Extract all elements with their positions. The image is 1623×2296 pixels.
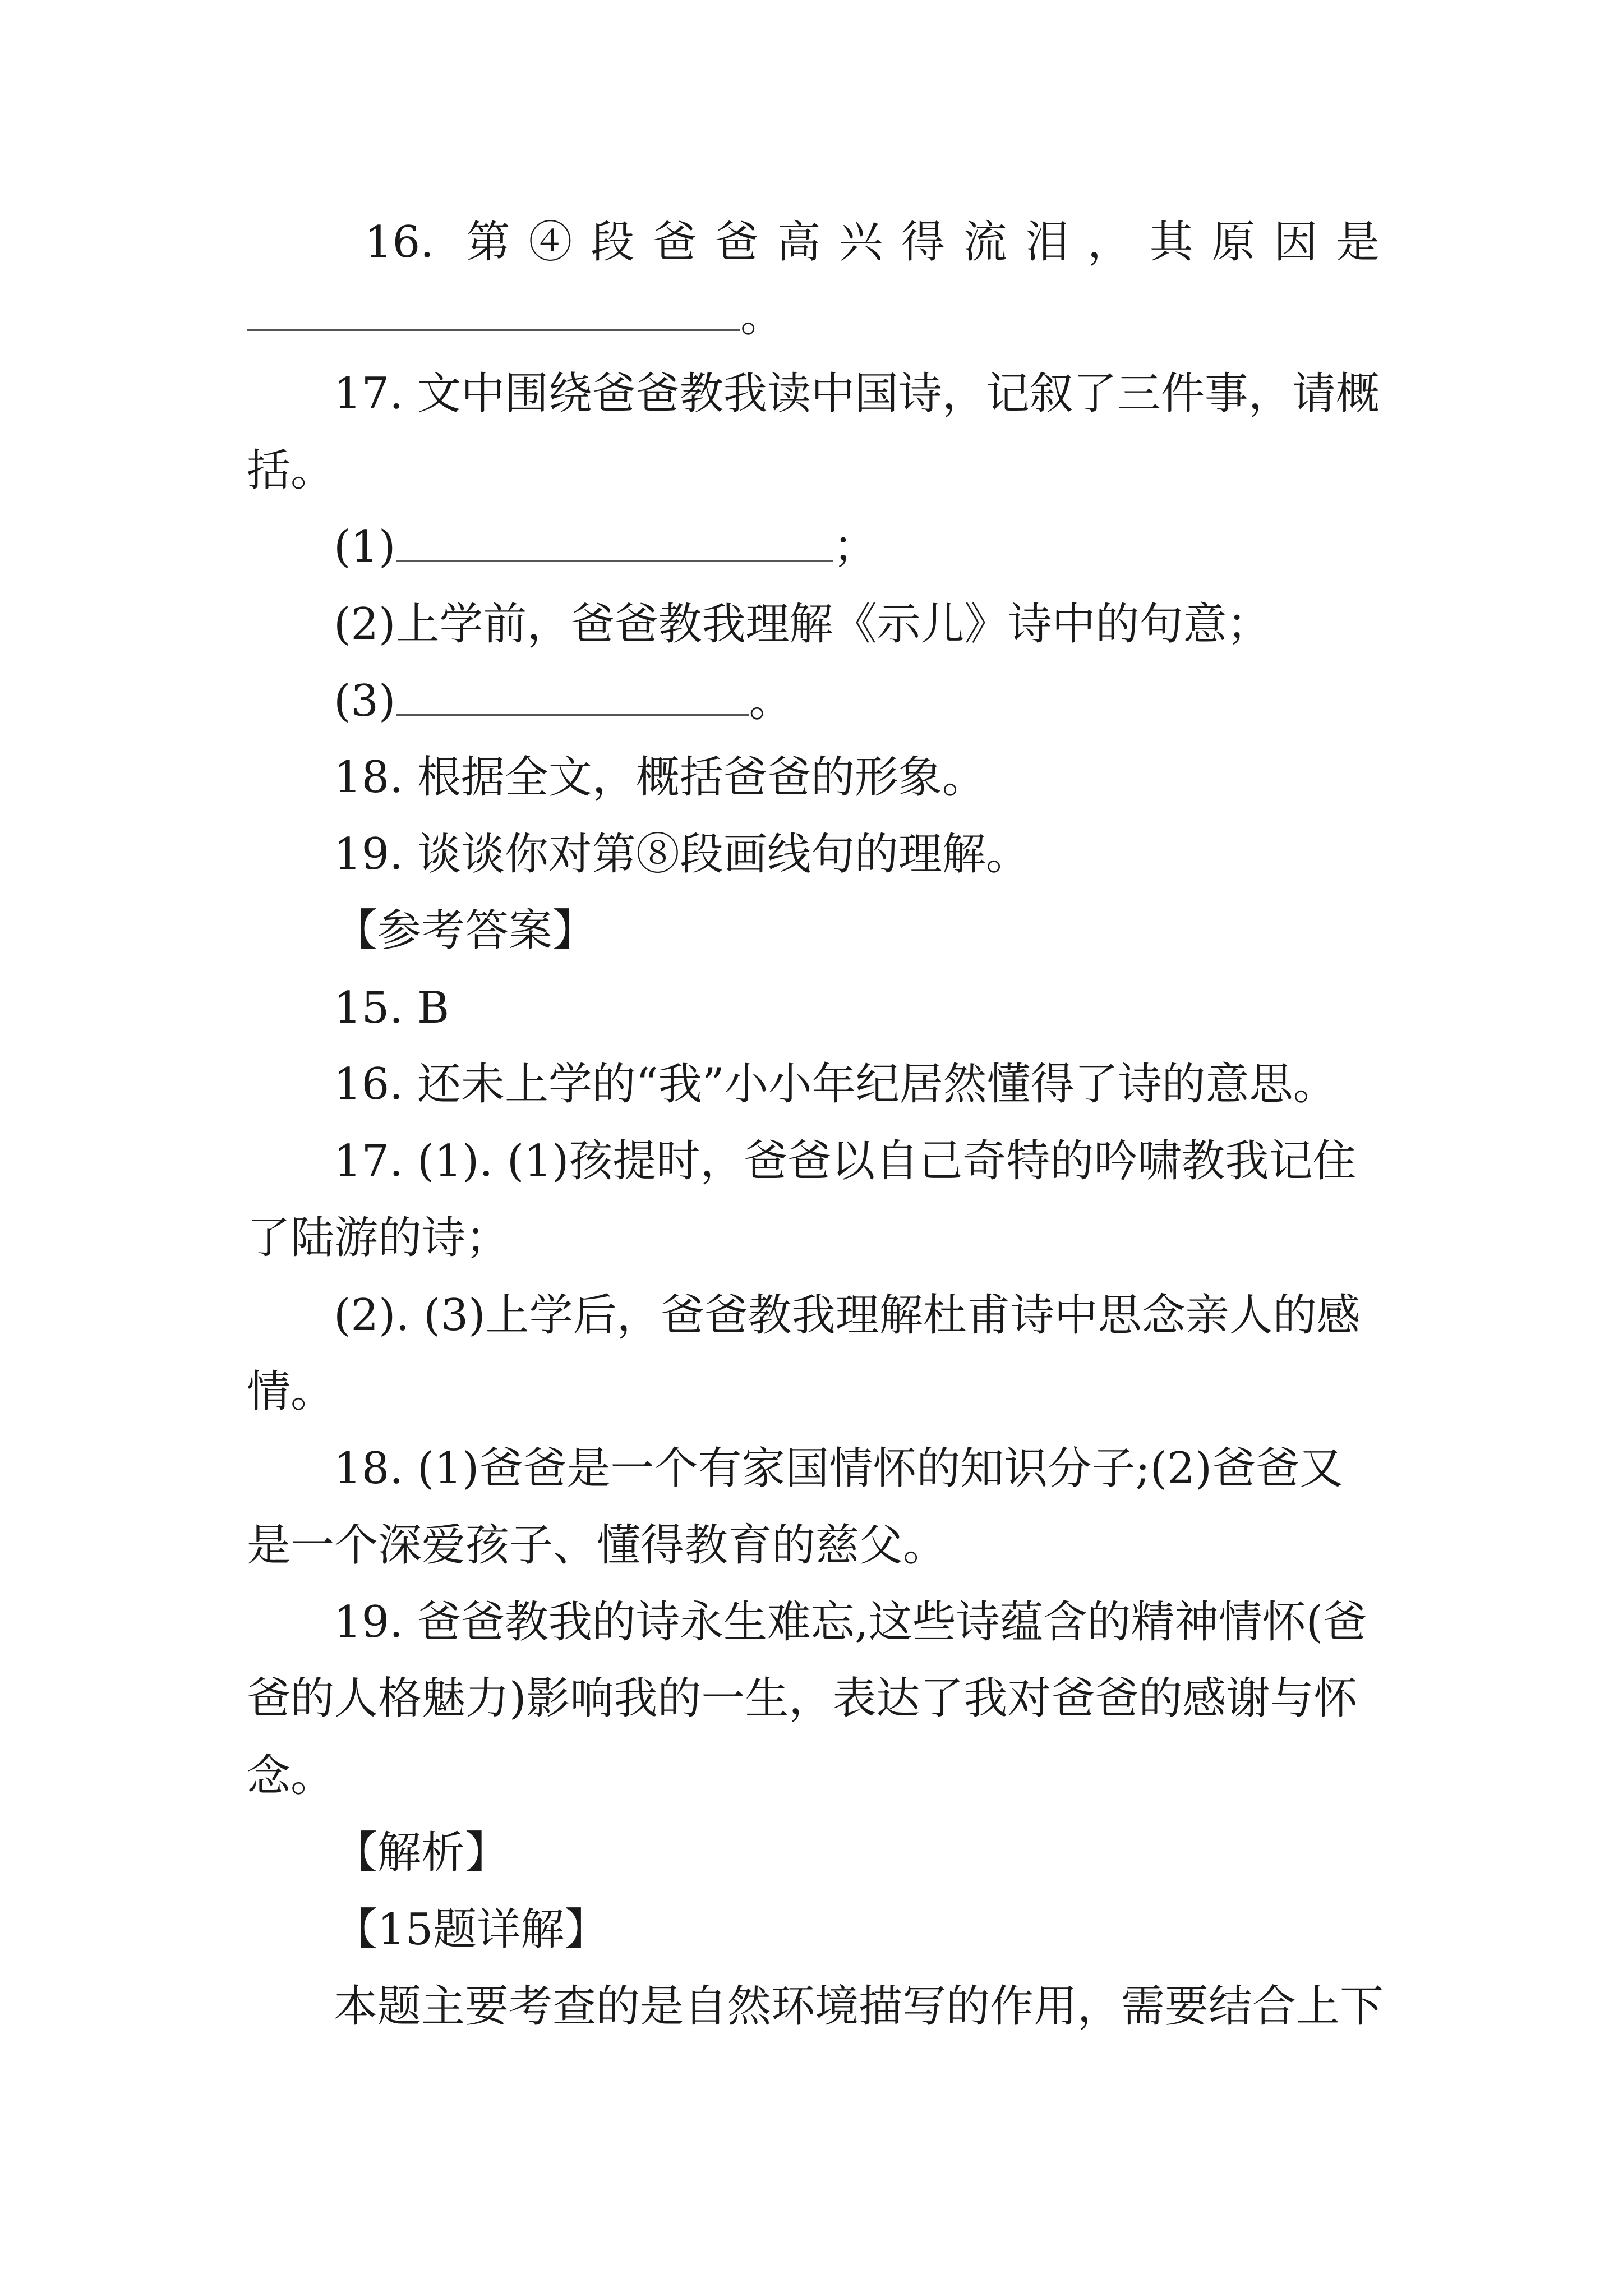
answer-18-line1: 18. (1)爸爸是一个有家国情怀的知识分子;(2)爸爸又 — [334, 1443, 1344, 1494]
answer-19-line2: 爸的人格魅力)影响我的一生，表达了我对爸爸的感谢与怀 — [247, 1673, 1358, 1724]
item1-end: ； — [833, 522, 877, 572]
answer-17-line3: (2). (3)上学后，爸爸教我理解杜甫诗中思念亲人的感 — [334, 1290, 1361, 1341]
answer-19-line3: 念。 — [247, 1751, 335, 1801]
question-16-line1: 16. 第④段爸爸高兴得流泪，其原因是 — [365, 217, 1380, 268]
answer-blank — [247, 292, 740, 331]
question-19: 19. 谈谈你对第⑧段画线句的理解。 — [334, 829, 1030, 880]
item1-prefix: (1) — [334, 522, 396, 572]
answer-blank — [396, 523, 833, 562]
answer-16: 16. 还未上学的“我”小小年纪居然懂得了诗的意思。 — [334, 1059, 1337, 1110]
answer-18-line2: 是一个深爱孩子、懂得教育的慈父。 — [247, 1520, 947, 1571]
question-17-line2: 括。 — [247, 445, 335, 496]
question-17-line1: 17. 文中围绕爸爸教我读中国诗，记叙了三件事，请概 — [334, 369, 1380, 419]
answer-19-line1: 19. 爸爸教我的诗永生难忘,这些诗蕴含的精神情怀(爸 — [334, 1597, 1367, 1648]
item3-end: 。 — [749, 676, 793, 726]
item3-prefix: (3) — [334, 676, 396, 726]
analysis-heading: 【解析】 — [334, 1828, 509, 1878]
answer-17-line4: 情。 — [247, 1366, 335, 1417]
detail-15-text: 本题主要考查的是自然环境描写的作用，需要结合上下 — [334, 1981, 1384, 2032]
question-16-line2 — [247, 288, 784, 344]
answer-blank — [396, 677, 749, 716]
answers-heading: 【参考答案】 — [334, 905, 597, 956]
detail-15-heading: 【15题详解】 — [334, 1904, 608, 1955]
question-18: 18. 根据全文，概括爸爸的形象。 — [334, 752, 986, 803]
question-17-item3 — [334, 673, 793, 729]
question-17-item1 — [334, 519, 877, 575]
question-16-end: 。 — [740, 291, 785, 342]
question-17-item2: (2)上学前，爸爸教我理解《示儿》诗中的句意； — [334, 599, 1271, 650]
answer-17-line1: 17. (1). (1)孩提时，爸爸以自己奇特的吟啸教我记住 — [334, 1136, 1357, 1186]
answer-15: 15. B — [334, 983, 450, 1033]
answer-17-line2: 了陆游的诗； — [247, 1213, 510, 1263]
